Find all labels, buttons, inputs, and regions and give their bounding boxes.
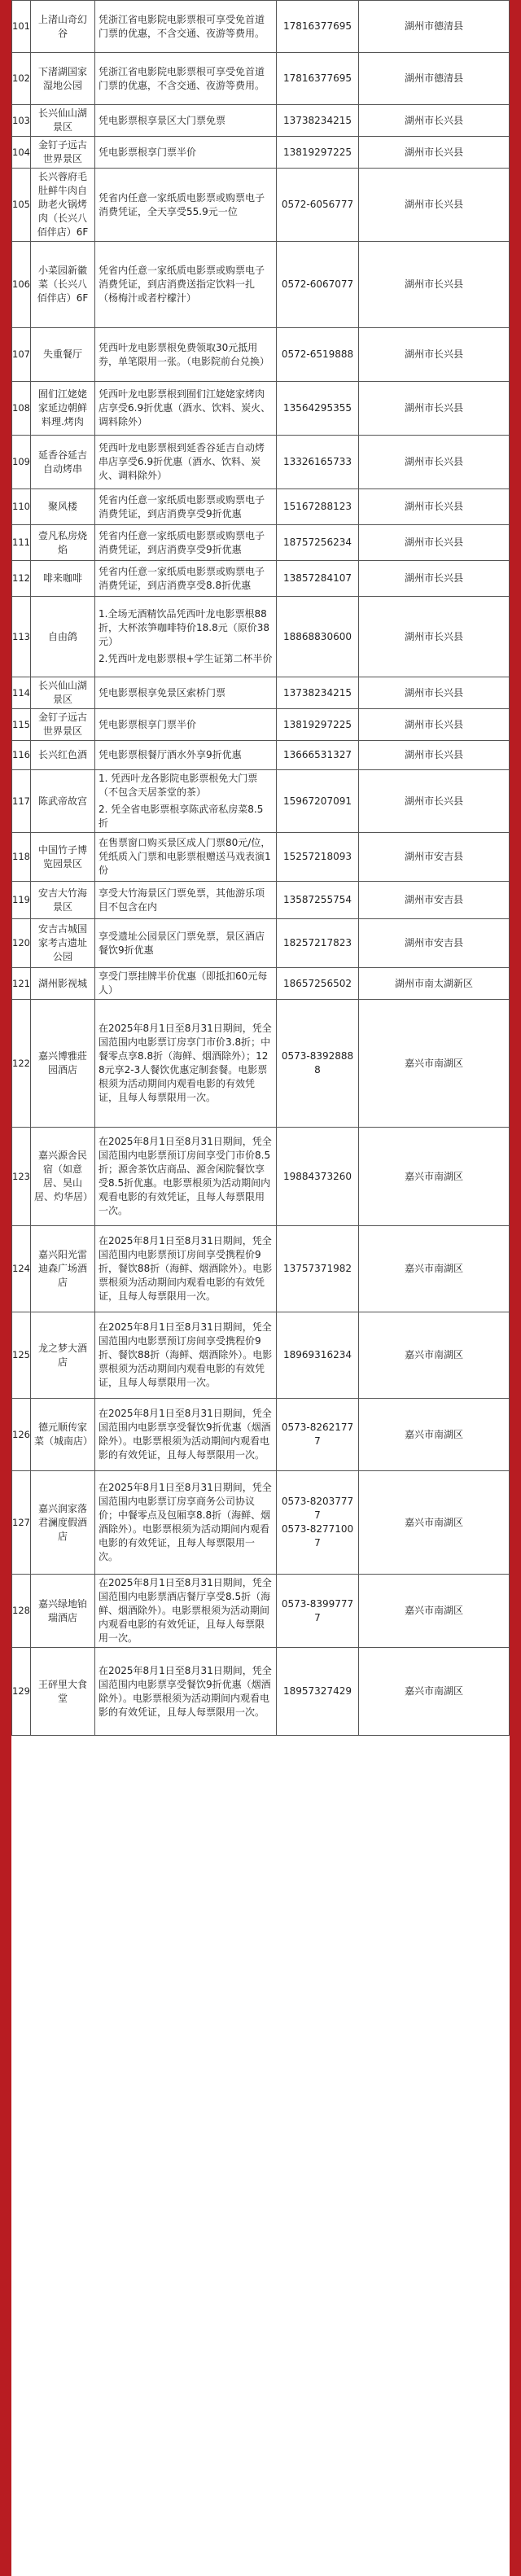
venue-name: 金钉子远古世界景区 — [31, 709, 95, 741]
offer-description-line: 1. 凭西叶龙各影院电影票根免大门票（不包含天居茶堂的茶） — [99, 773, 258, 798]
row-number: 105 — [12, 169, 31, 242]
contact-phone: 19884373260 — [277, 1128, 359, 1226]
offer-description: 凭省内任意一家纸质电影票或购票电子消费凭证，到店消费享受9折优惠 — [95, 489, 277, 525]
venue-name: 嘉兴博雅莊园酒店 — [31, 1000, 95, 1128]
region: 湖州市德清县 — [359, 53, 510, 105]
offer-description: 凭电影票根享景区大门票免票 — [95, 105, 277, 137]
contact-phone — [277, 1471, 359, 1575]
offer-description-line: 1.全场无酒精饮品凭西叶龙电影票根88折，大杯浓笋咖啡特价18.8元（原价38元） — [99, 608, 269, 647]
table-row — [12, 561, 510, 597]
venue-name: 王砰里大食堂 — [31, 1648, 95, 1736]
table-row — [12, 597, 510, 677]
row-number: 114 — [12, 677, 31, 709]
contact-phone: 0572-6519888 — [277, 328, 359, 382]
contact-phone-line: 0573-82771007 — [281, 1523, 354, 1549]
row-number: 122 — [12, 1000, 31, 1128]
row-number: 103 — [12, 105, 31, 137]
row-number: 102 — [12, 53, 31, 105]
venue-name: 长兴仙山湖景区 — [31, 105, 95, 137]
region: 湖州市长兴县 — [359, 709, 510, 741]
table-row — [12, 882, 510, 919]
region: 湖州市安吉县 — [359, 919, 510, 968]
contact-phone: 13819297225 — [277, 709, 359, 741]
venue-name: 德元顺传家菜（城南店） — [31, 1399, 95, 1471]
row-number: 111 — [12, 525, 31, 561]
offer-description-line: 2. 凭全省电影票根享陈武帝私房菜8.5折 — [99, 804, 264, 829]
contact-phone: 15967207091 — [277, 770, 359, 833]
offer-description: 在2025年8月1日至8月31日期间，凭全国范围内电影票享受餐饮9折优惠（烟酒除外）。电影票根须为活动期间内观看电影的有效凭证，且每人每票限用一次。 — [95, 1648, 277, 1736]
offer-description: 凭电影票根享门票半价 — [95, 709, 277, 741]
table-row — [12, 677, 510, 709]
row-number: 101 — [12, 1, 31, 53]
offers-table-body — [12, 1, 510, 1736]
region: 湖州市长兴县 — [359, 169, 510, 242]
contact-phone: 0573-83928888 — [277, 1000, 359, 1128]
region: 嘉兴市南湖区 — [359, 1399, 510, 1471]
table-row — [12, 53, 510, 105]
table-row — [12, 525, 510, 561]
region: 嘉兴市南湖区 — [359, 1471, 510, 1575]
region: 湖州市长兴县 — [359, 677, 510, 709]
offer-description: 在2025年8月1日至8月31日期间，凭全国范围内电影票酒店餐厅享受8.5折（海鲜、烟酒除外）。电影票根须为活动期间内观看电影的有效凭证，且每人每票限用一次。 — [95, 1575, 277, 1648]
venue-name: 嘉兴源舍民宿（如意居、昊山居、灼华居） — [31, 1128, 95, 1226]
contact-phone: 18757256234 — [277, 525, 359, 561]
region: 嘉兴市南湖区 — [359, 1226, 510, 1312]
region: 湖州市安吉县 — [359, 833, 510, 882]
contact-phone: 0573-83997777 — [277, 1575, 359, 1648]
venue-name: 陈武帝故宫 — [31, 770, 95, 833]
offer-description: 凭电影票根享门票半价 — [95, 137, 277, 169]
row-number: 108 — [12, 382, 31, 436]
venue-name: 嘉兴阳光雷迪森广场酒店 — [31, 1226, 95, 1312]
offers-table — [11, 0, 510, 1736]
table-row — [12, 1128, 510, 1226]
table-row — [12, 741, 510, 770]
offer-description — [95, 770, 277, 833]
region: 湖州市长兴县 — [359, 770, 510, 833]
row-number: 115 — [12, 709, 31, 741]
region: 湖州市长兴县 — [359, 436, 510, 489]
row-number: 117 — [12, 770, 31, 833]
row-number: 128 — [12, 1575, 31, 1648]
venue-name: 湖州影视城 — [31, 968, 95, 1000]
region: 湖州市长兴县 — [359, 382, 510, 436]
offer-description: 在售票窗口购买景区成人门票80元/位，凭纸质入门票和电影票根赠送马戏表演1份 — [95, 833, 277, 882]
offer-description: 凭西叶龙电影票根免费领取30元抵用券，单笔限用一张。（电影院前台兑换） — [95, 328, 277, 382]
row-number: 109 — [12, 436, 31, 489]
row-number: 129 — [12, 1648, 31, 1736]
offer-description: 享受遗址公园景区门票免票，景区酒店餐饮9折优惠 — [95, 919, 277, 968]
table-row — [12, 833, 510, 882]
offer-description: 在2025年8月1日至8月31日期间，凭全国范围内电影票享受餐饮9折优惠（烟酒除外）。电影票根须为活动期间内观看电影的有效凭证，且每人每票限用一次。 — [95, 1399, 277, 1471]
region: 湖州市长兴县 — [359, 741, 510, 770]
venue-name: 壹凡私房烧焰 — [31, 525, 95, 561]
contact-phone: 18257217823 — [277, 919, 359, 968]
table-row — [12, 489, 510, 525]
region: 嘉兴市南湖区 — [359, 1312, 510, 1399]
row-number: 120 — [12, 919, 31, 968]
contact-phone: 0572-6056777 — [277, 169, 359, 242]
region: 湖州市长兴县 — [359, 242, 510, 328]
row-number: 126 — [12, 1399, 31, 1471]
contact-phone: 18957327429 — [277, 1648, 359, 1736]
venue-name: 金钉子远古世界景区 — [31, 137, 95, 169]
contact-phone: 13587255754 — [277, 882, 359, 919]
offer-description: 在2025年8月1日至8月31日期间，凭全国范围内电影票预订房间享受携程价9折，餐饮88折（海鲜、烟酒除外）。电影票根须为活动期间内观看电影的有效凭证，且每人每票限用一次。 — [95, 1226, 277, 1312]
row-number: 125 — [12, 1312, 31, 1399]
venue-name: 上渚山奇幻谷 — [31, 1, 95, 53]
contact-phone: 15257218093 — [277, 833, 359, 882]
contact-phone: 15167288123 — [277, 489, 359, 525]
table-row — [12, 328, 510, 382]
table-row — [12, 1399, 510, 1471]
contact-phone: 13819297225 — [277, 137, 359, 169]
table-row — [12, 1648, 510, 1736]
table-row — [12, 137, 510, 169]
contact-phone: 18868830600 — [277, 597, 359, 677]
region: 湖州市长兴县 — [359, 137, 510, 169]
table-row — [12, 242, 510, 328]
region: 湖州市长兴县 — [359, 597, 510, 677]
table-row — [12, 919, 510, 968]
region: 湖州市德清县 — [359, 1, 510, 53]
region: 湖州市长兴县 — [359, 525, 510, 561]
offer-description: 凭省内任意一家纸质电影票或购票电子消费凭证，全天享受55.9元一位 — [95, 169, 277, 242]
row-number: 106 — [12, 242, 31, 328]
venue-name: 长兴仙山湖景区 — [31, 677, 95, 709]
region: 嘉兴市南湖区 — [359, 1128, 510, 1226]
offer-description: 凭西叶龙电影票根到延香谷延吉自动烤串店享受6.9折优惠（酒水、饮料、炭火、调料除外） — [95, 436, 277, 489]
region: 湖州市长兴县 — [359, 105, 510, 137]
table-row — [12, 1, 510, 53]
row-number: 116 — [12, 741, 31, 770]
contact-phone: 13564295355 — [277, 382, 359, 436]
offer-description: 享受大竹海景区门票免票，其他游乐项目不包含在内 — [95, 882, 277, 919]
table-row — [12, 968, 510, 1000]
venue-name: 啡来咖啡 — [31, 561, 95, 597]
venue-name: 嘉兴绿地铂瑞酒店 — [31, 1575, 95, 1648]
contact-phone: 17816377695 — [277, 1, 359, 53]
contact-phone: 13738234215 — [277, 677, 359, 709]
venue-name: 龙之梦大酒店 — [31, 1312, 95, 1399]
contact-phone: 13857284107 — [277, 561, 359, 597]
table-row — [12, 1575, 510, 1648]
row-number: 104 — [12, 137, 31, 169]
offer-description: 凭省内任意一家纸质电影票或购票电子消费凭证，到店消费享受8.8折优惠 — [95, 561, 277, 597]
contact-phone: 13738234215 — [277, 105, 359, 137]
venue-name: 下渚湖国家湿地公园 — [31, 53, 95, 105]
offer-description: 凭省内任意一家纸质电影票或购票电子消费凭证，到店消费送指定饮料一扎（杨梅汁或者柠檬汁） — [95, 242, 277, 328]
offer-description: 凭省内任意一家纸质电影票或购票电子消费凭证，到店消费享受9折优惠 — [95, 525, 277, 561]
row-number: 124 — [12, 1226, 31, 1312]
row-number: 123 — [12, 1128, 31, 1226]
contact-phone: 13326165733 — [277, 436, 359, 489]
table-row — [12, 436, 510, 489]
region: 嘉兴市南湖区 — [359, 1575, 510, 1648]
region: 湖州市长兴县 — [359, 561, 510, 597]
offer-description: 在2025年8月1日至8月31日期间，凭全国范围内电影票订房享门市价3.8折；中餐零点享8.8折（海鲜、烟酒除外）；128元享2-3人餐饮优惠定制套餐。电影票根须为活动期间内观看电影的有效凭证，且每人每票限用一次。 — [95, 1000, 277, 1128]
table-row — [12, 1226, 510, 1312]
row-number: 113 — [12, 597, 31, 677]
row-number: 112 — [12, 561, 31, 597]
row-number: 110 — [12, 489, 31, 525]
row-number: 127 — [12, 1471, 31, 1575]
offer-description: 凭电影票根餐厅酒水外享9折优惠 — [95, 741, 277, 770]
offer-description: 在2025年8月1日至8月31日期间，凭全国范围内电影票预订房间享受门市价8.5折；源舍茶饮店商品、源舍闲院餐饮享受8.5折优惠。电影票根须为活动期间内观看电影的有效凭证，且每人每票限用一次。 — [95, 1128, 277, 1226]
offer-description-line: 2.凭西叶龙电影票根+学生证第二杯半价 — [99, 653, 273, 664]
region: 嘉兴市南湖区 — [359, 1000, 510, 1128]
contact-phone: 0572-6067077 — [277, 242, 359, 328]
table-row — [12, 1312, 510, 1399]
table-row — [12, 770, 510, 833]
venue-name: 小菜园新徽菜（长兴八佰伴店）6F — [31, 242, 95, 328]
venue-name: 安吉古城国家考古遗址公园 — [31, 919, 95, 968]
table-row — [12, 105, 510, 137]
region: 湖州市长兴县 — [359, 328, 510, 382]
contact-phone: 13666531327 — [277, 741, 359, 770]
venue-name: 囿们江姥姥家延边朝鲜料理.烤肉 — [31, 382, 95, 436]
offer-description: 凭浙江省电影院电影票根可享受免首道门票的优惠，不含交通、夜游等费用。 — [95, 1, 277, 53]
contact-phone: 0573-82621777 — [277, 1399, 359, 1471]
venue-name: 自由鸽 — [31, 597, 95, 677]
offer-description: 凭电影票根享免景区索桥门票 — [95, 677, 277, 709]
venue-name: 长兴蓉府毛肚鲜牛肉自助老火锅烤肉（长兴八佰伴店）6F — [31, 169, 95, 242]
document-page — [11, 0, 510, 2576]
offer-description — [95, 597, 277, 677]
offer-description: 在2025年8月1日至8月31日期间，凭全国范围内电影票预订房间享受携程价9折、餐饮88折（海鲜、烟酒除外）。电影票根须为活动期间内观看电影的有效凭证，且每人每票限用一次。 — [95, 1312, 277, 1399]
row-number: 121 — [12, 968, 31, 1000]
table-row — [12, 169, 510, 242]
region: 嘉兴市南湖区 — [359, 1648, 510, 1736]
venue-name: 中国竹子博览园景区 — [31, 833, 95, 882]
offer-description: 在2025年8月1日至8月31日期间，凭全国范围内电影票订房享商务公司协议价；中餐零点及包厢享8.8折（海鲜、烟酒除外）。电影票根须为活动期间内观看电影的有效凭证，且每人每票限用一次。 — [95, 1471, 277, 1575]
venue-name: 失重餐厅 — [31, 328, 95, 382]
region: 湖州市南太湖新区 — [359, 968, 510, 1000]
offer-description: 凭西叶龙电影票根到囿们江姥姥家烤肉店享受6.9折优惠（酒水、饮料、炭火、调料除外） — [95, 382, 277, 436]
contact-phone: 13757371982 — [277, 1226, 359, 1312]
table-row — [12, 709, 510, 741]
venue-name: 延香谷延吉自动烤串 — [31, 436, 95, 489]
venue-name: 聚风楼 — [31, 489, 95, 525]
contact-phone-line: 0573-82037777 — [281, 1496, 354, 1521]
table-row — [12, 1000, 510, 1128]
venue-name: 安吉大竹海景区 — [31, 882, 95, 919]
offer-description: 享受门票挂牌半价优惠（即抵扣60元每人） — [95, 968, 277, 1000]
contact-phone: 18657256502 — [277, 968, 359, 1000]
region: 湖州市长兴县 — [359, 489, 510, 525]
row-number: 107 — [12, 328, 31, 382]
row-number: 119 — [12, 882, 31, 919]
table-row — [12, 382, 510, 436]
venue-name: 长兴红色酒 — [31, 741, 95, 770]
offer-description: 凭浙江省电影院电影票根可享受免首道门票的优惠，不含交通、夜游等费用。 — [95, 53, 277, 105]
table-row — [12, 1471, 510, 1575]
row-number: 118 — [12, 833, 31, 882]
venue-name: 嘉兴润家落君澜度假酒店 — [31, 1471, 95, 1575]
contact-phone: 17816377695 — [277, 53, 359, 105]
contact-phone: 18969316234 — [277, 1312, 359, 1399]
region: 湖州市安吉县 — [359, 882, 510, 919]
